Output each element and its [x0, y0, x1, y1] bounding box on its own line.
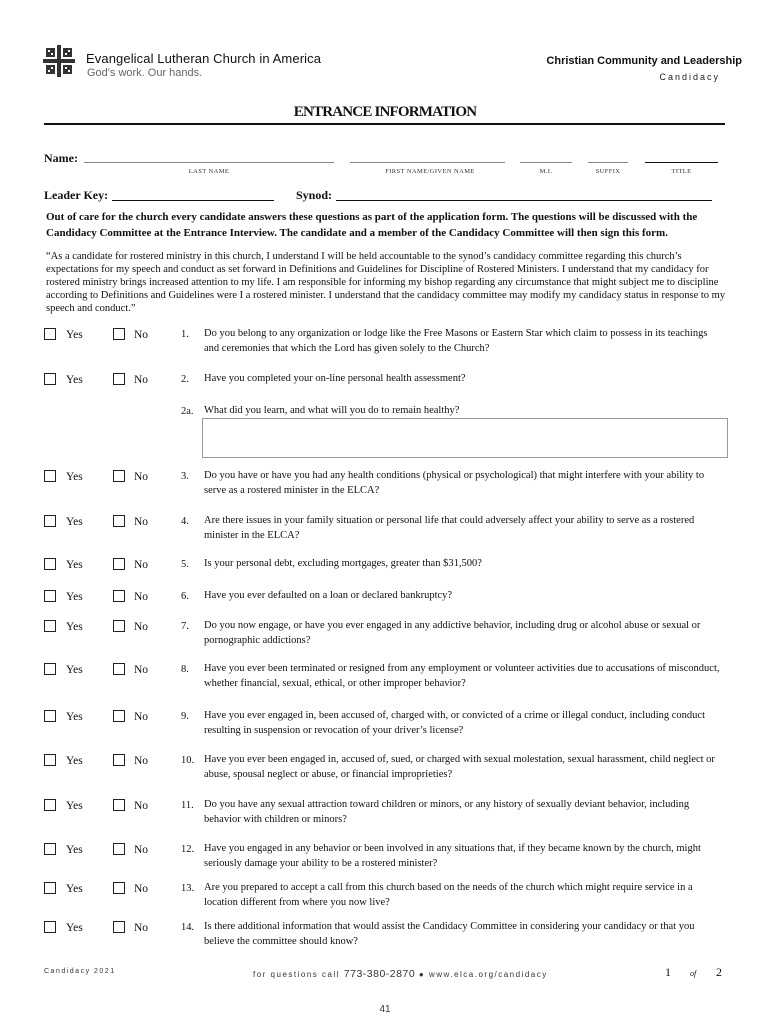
no-label: No	[134, 664, 149, 676]
footer-page-of: of	[690, 969, 697, 978]
question-number: 3.	[181, 471, 189, 482]
yes-checkbox[interactable]	[44, 373, 56, 385]
footer-web: www.elca.org/candidacy	[428, 970, 548, 979]
question-number: 11.	[181, 800, 194, 811]
synod-label: Synod:	[296, 188, 333, 202]
yes-label: Yes	[66, 664, 83, 676]
candidate-statement: “As a candidate for rostered ministry in this church, I understand I will be held accountable to the synod’s candidacy committee regarding this church’s expectations for my speech and conduct as set forward in Definitions and Guidelines for Discipline of Rostered Ministers. I understand that my candidacy for rostered ministry brings increased attention to my life. I am responsible for informing my bishop regarding any circumstance that might subject me to discipline according to Definitions and Guidelines were I a rostered minister. I understand that the candidacy committee may modify my candidacy status in response to my speech and conduct.”	[46, 251, 726, 314]
yes-label: Yes	[66, 329, 83, 341]
question-number: 7.	[181, 621, 189, 632]
subdepartment-label: Candidacy	[659, 72, 720, 82]
question-text: Have you ever been engaged in, accused of, sued, or charged with sexual molestation, sexual harassment, child neglect or abuse, spousal neglect or abuse, or financial improprieties?	[204, 754, 715, 780]
page-number: 41	[379, 1004, 391, 1015]
no-label: No	[134, 711, 149, 723]
yes-checkbox[interactable]	[44, 470, 56, 482]
yes-label: Yes	[66, 844, 83, 856]
suffix-caption: SUFFIX	[595, 168, 621, 175]
no-label: No	[134, 844, 149, 856]
department-label: Christian Community and Leadership	[546, 55, 742, 67]
question-text: Are there issues in your family situation or personal life that could adversely affect your ability to serve as a rostered minister in the ELCA?	[204, 515, 695, 541]
question-number: 6.	[181, 591, 189, 602]
health-answer-box[interactable]	[202, 418, 728, 458]
question-text: Are you prepared to accept a call from this church based on the needs of the church which might require service in a location different from where you now live?	[204, 882, 693, 908]
question-number: 2a.	[181, 406, 194, 417]
question-text: Have you ever defaulted on a loan or declared bankruptcy?	[204, 590, 453, 601]
no-label: No	[134, 329, 149, 341]
question-text: Do you belong to any organization or lodge like the Free Masons or Eastern Star which claim to possess in its teachings and ceremonies that which the Lord has given solely to the Church?	[204, 328, 708, 354]
no-label: No	[134, 374, 149, 386]
no-checkbox[interactable]	[113, 470, 125, 482]
no-checkbox[interactable]	[113, 515, 125, 527]
yes-label: Yes	[66, 621, 83, 633]
no-checkbox[interactable]	[113, 328, 125, 340]
question-text: Have you engaged in any behavior or been involved in any situations that, if they became known by the church, might seriously damage your ability to be a rostered minister?	[204, 843, 701, 869]
footer-contact	[253, 968, 548, 980]
yes-label: Yes	[66, 755, 83, 767]
no-checkbox[interactable]	[113, 843, 125, 855]
no-label: No	[134, 922, 149, 934]
yes-label: Yes	[66, 800, 83, 812]
yes-checkbox[interactable]	[44, 663, 56, 675]
question-number: 13.	[181, 883, 195, 894]
no-label: No	[134, 800, 149, 812]
yes-label: Yes	[66, 922, 83, 934]
no-checkbox[interactable]	[113, 882, 125, 894]
footer-bullet: ●	[415, 970, 429, 979]
no-checkbox[interactable]	[113, 799, 125, 811]
question-number: 14.	[181, 922, 195, 933]
footer-phone: 773-380-2870	[343, 968, 416, 980]
yes-checkbox[interactable]	[44, 843, 56, 855]
yes-checkbox[interactable]	[44, 558, 56, 570]
yes-checkbox[interactable]	[44, 799, 56, 811]
org-name: Evangelical Lutheran Church in America	[86, 51, 322, 66]
first-name-field[interactable]	[350, 162, 505, 163]
question-number: 2.	[181, 374, 189, 385]
question-number: 1.	[181, 329, 189, 340]
question-number: 9.	[181, 711, 189, 722]
last-name-field[interactable]	[84, 162, 334, 163]
middle-initial-caption: M.I.	[539, 168, 553, 175]
middle-initial-field[interactable]	[520, 162, 572, 163]
no-checkbox[interactable]	[113, 663, 125, 675]
yes-checkbox[interactable]	[44, 921, 56, 933]
title-caption: TITLE	[671, 168, 692, 175]
yes-label: Yes	[66, 559, 83, 571]
no-checkbox[interactable]	[113, 754, 125, 766]
no-checkbox[interactable]	[113, 620, 125, 632]
yes-label: Yes	[66, 516, 83, 528]
no-checkbox[interactable]	[113, 921, 125, 933]
no-label: No	[134, 883, 149, 895]
no-label: No	[134, 471, 149, 483]
intro-text: Out of care for the church every candidate answers these questions as part of the application form. The questions will be discussed with the Candidacy Committee at the Entrance Interview. The candidate and a member of the Candidacy Committee will then sign this form.	[46, 211, 698, 239]
no-label: No	[134, 591, 149, 603]
name-label: Name:	[44, 151, 78, 165]
elca-cross-logo-icon	[42, 44, 76, 78]
question-text: What did you learn, and what will you do to remain healthy?	[204, 405, 460, 416]
question-text: Is your personal debt, excluding mortgages, greater than $31,500?	[204, 558, 482, 569]
yes-label: Yes	[66, 883, 83, 895]
footer-year: Candidacy 2021	[44, 968, 116, 975]
no-label: No	[134, 516, 149, 528]
question-number: 4.	[181, 516, 189, 527]
question-text: Do you now engage, or have you ever engaged in any addictive behavior, including drug or alcohol abuse or sexual or pornographic addictions?	[204, 620, 701, 646]
footer-contact-prefix: for questions call	[253, 970, 344, 979]
yes-label: Yes	[66, 471, 83, 483]
last-name-caption: LAST NAME	[188, 168, 230, 175]
question-text: Have you completed your on-line personal health assessment?	[204, 373, 466, 384]
no-checkbox[interactable]	[113, 558, 125, 570]
footer-page-total: 2	[716, 965, 722, 979]
question-text: Do you have any sexual attraction toward children or minors, or any history of sexually deviant behavior, including behavior with children or minors?	[204, 799, 690, 825]
question-number: 8.	[181, 664, 189, 675]
synod-field[interactable]	[336, 200, 712, 201]
leader-key-label: Leader Key:	[44, 188, 109, 202]
yes-checkbox[interactable]	[44, 515, 56, 527]
yes-checkbox[interactable]	[44, 882, 56, 894]
no-checkbox[interactable]	[113, 590, 125, 602]
page-title: ENTRANCE INFORMATION	[293, 104, 477, 120]
suffix-field[interactable]	[588, 162, 628, 163]
question-text: Is there additional information that would assist the Candidacy Committee in considering your candidacy or that you believe the committee should know?	[204, 921, 695, 947]
yes-label: Yes	[66, 591, 83, 603]
no-checkbox[interactable]	[113, 710, 125, 722]
question-number: 10.	[181, 755, 195, 766]
title-field[interactable]	[645, 162, 718, 163]
no-label: No	[134, 755, 149, 767]
yes-label: Yes	[66, 374, 83, 386]
yes-checkbox[interactable]	[44, 710, 56, 722]
yes-label: Yes	[66, 711, 83, 723]
no-label: No	[134, 559, 149, 571]
title-rule	[44, 123, 725, 125]
leader-key-field[interactable]	[112, 200, 274, 201]
yes-checkbox[interactable]	[44, 328, 56, 340]
yes-checkbox[interactable]	[44, 754, 56, 766]
org-tagline: God's work. Our hands.	[87, 67, 203, 79]
first-name-caption: FIRST NAME/GIVEN NAME	[385, 168, 475, 175]
footer-page-current: 1	[665, 965, 671, 979]
question-text: Have you ever been terminated or resigned from any employment or volunteer activities due to accusations of misconduct, whether financial, sexual, ethical, or other improper behavior?	[204, 663, 720, 689]
question-number: 5.	[181, 559, 189, 570]
no-label: No	[134, 621, 149, 633]
question-number: 12.	[181, 844, 195, 855]
no-checkbox[interactable]	[113, 373, 125, 385]
question-text: Do you have or have you had any health conditions (physical or psychological) that might interfere with your ability to serve as a rostered minister in the ELCA?	[204, 470, 705, 496]
yes-checkbox[interactable]	[44, 590, 56, 602]
yes-checkbox[interactable]	[44, 620, 56, 632]
question-text: Have you ever engaged in, been accused of, charged with, or convicted of a crime or illegal conduct, including conduct resulting in suspension or revocation of your driver’s license?	[204, 710, 705, 736]
